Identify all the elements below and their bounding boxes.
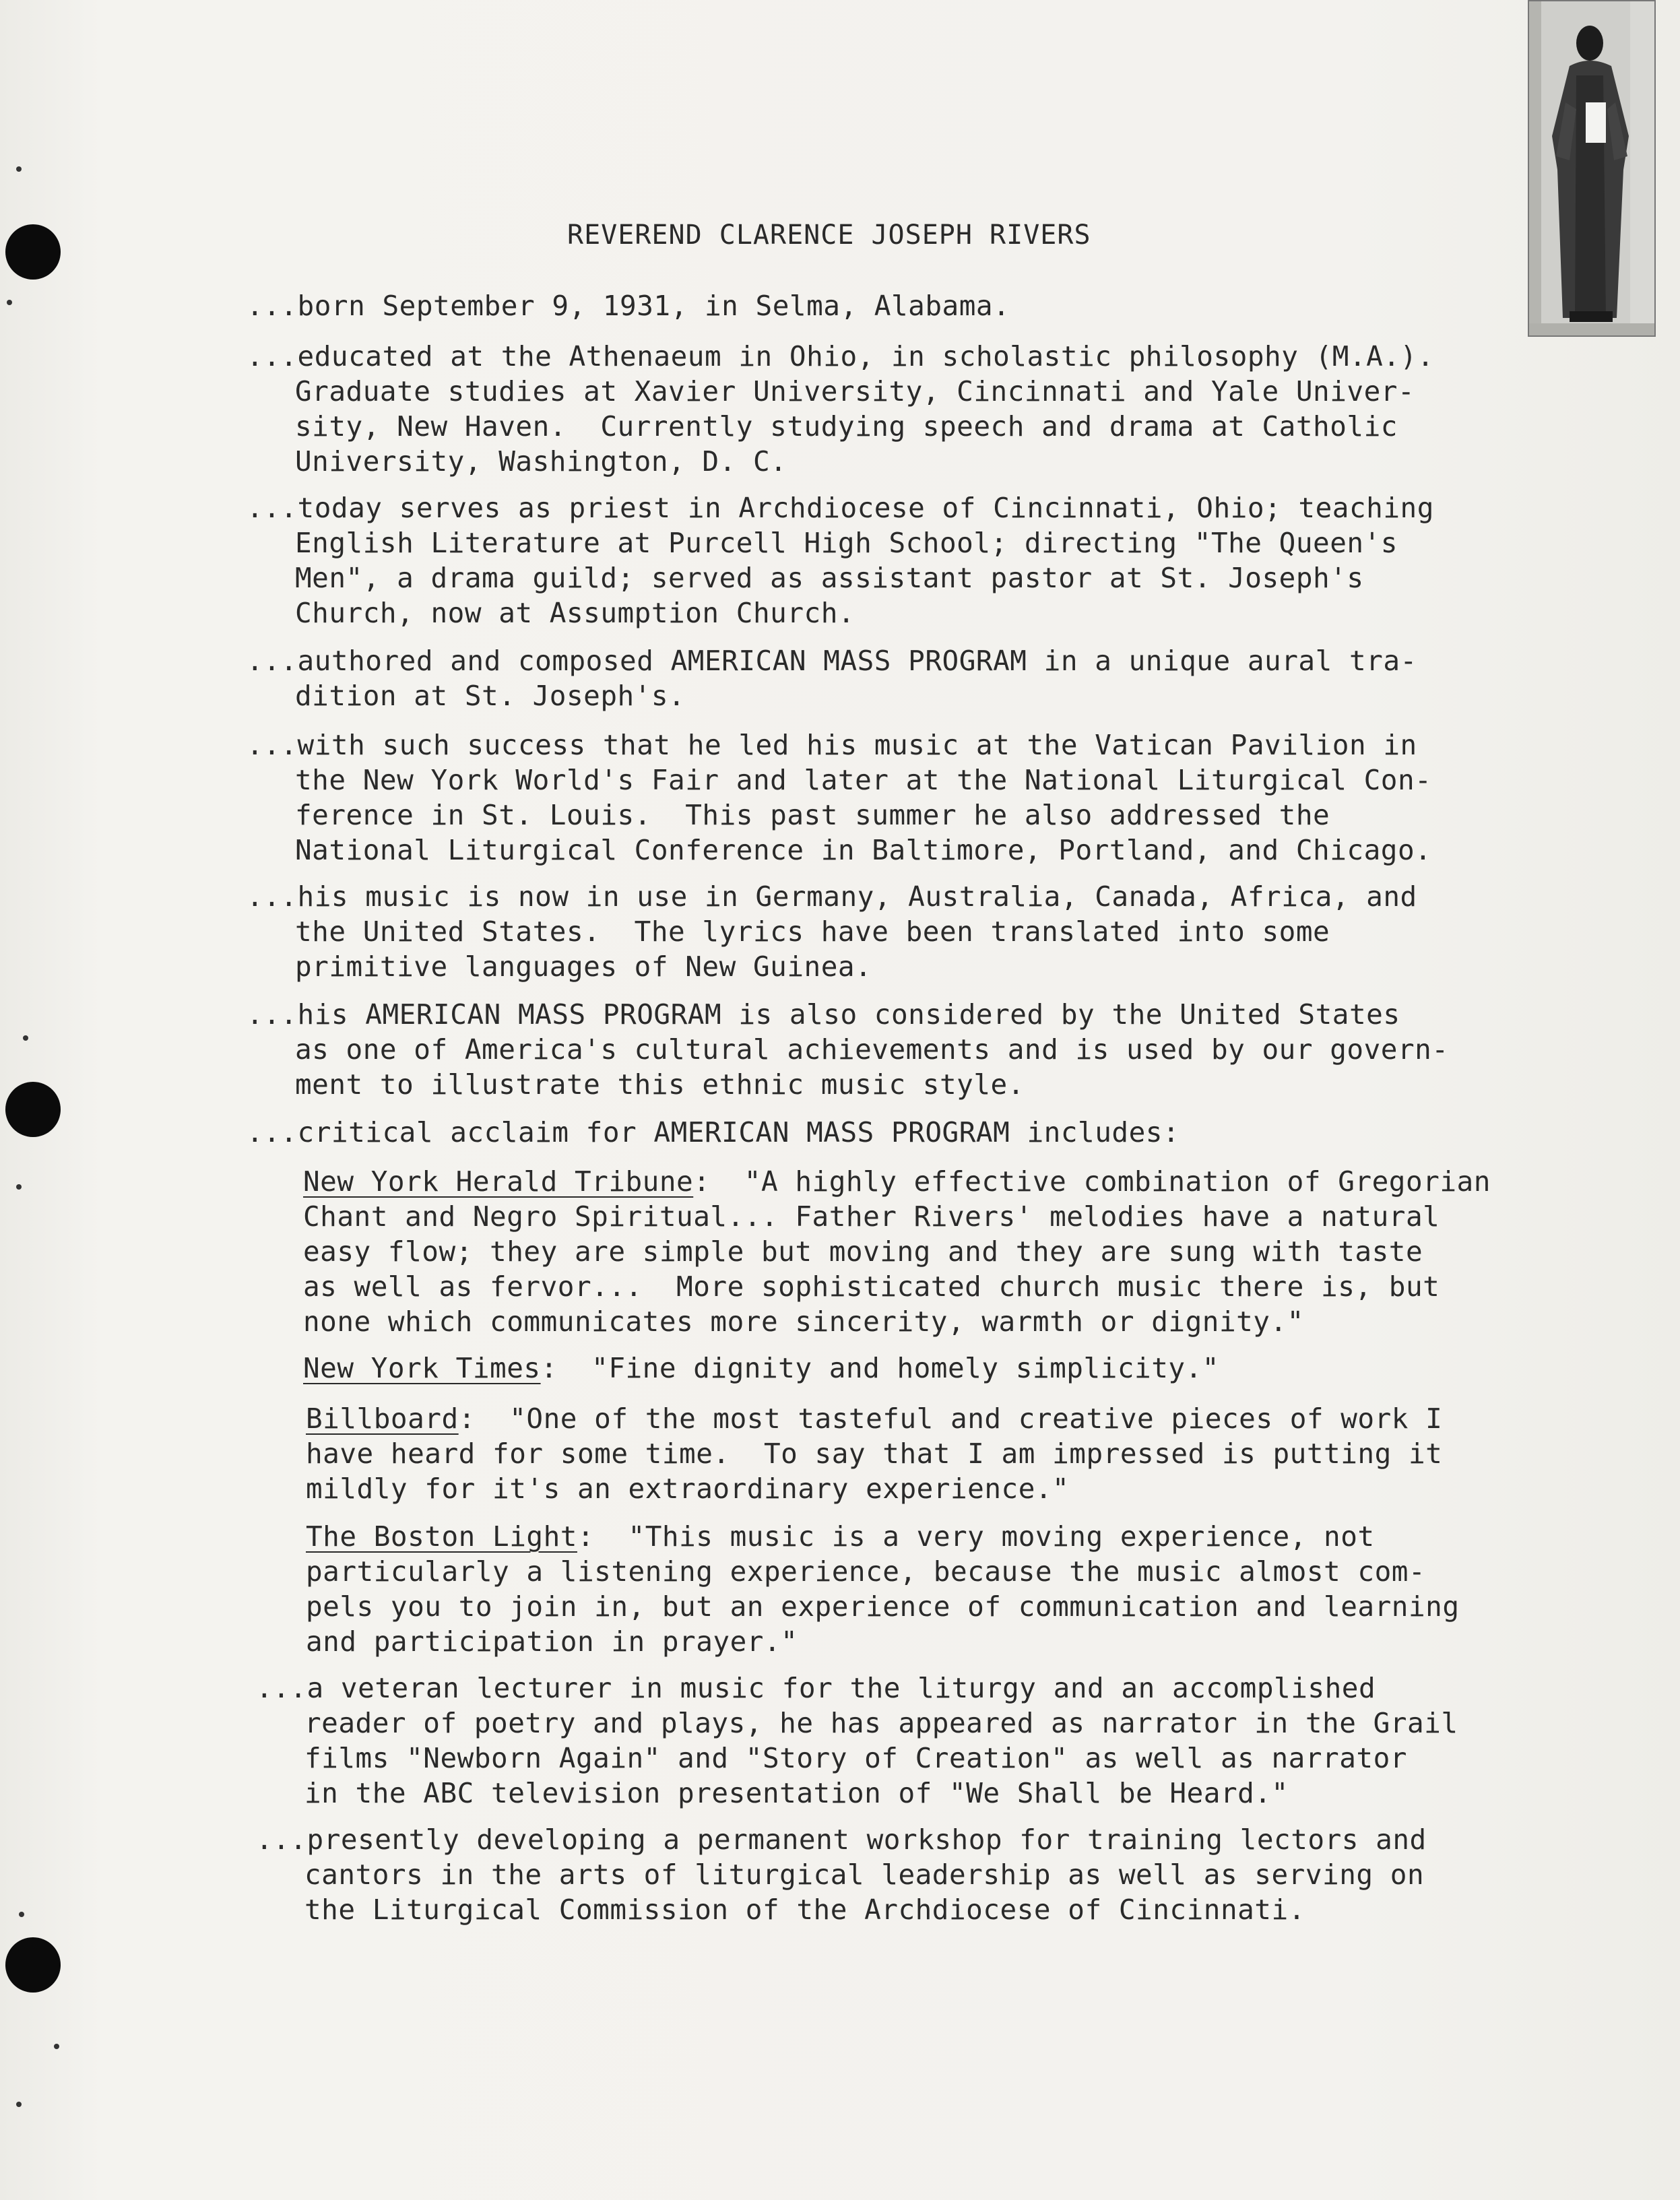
bio-item-line: the Liturgical Commission of the Archdiocese of Cincinnati. <box>304 1894 1305 1926</box>
bio-item-line: Graduate studies at Xavier University, Cincinnati and Yale Univer- <box>295 375 1415 408</box>
bio-item-line: ...critical acclaim for AMERICAN MASS PROGRAM includes: <box>247 1116 1180 1148</box>
bio-item-line: ference in St. Louis. This past summer he also addressed the <box>295 799 1330 831</box>
acclaim-quote-line <box>306 1401 1442 1436</box>
quote-text: : "This music is a very moving experience, not <box>577 1520 1375 1553</box>
quote-text: : "A highly effective combination of Gregorian <box>693 1165 1491 1198</box>
bio-item-line: University, Washington, D. C. <box>295 445 787 478</box>
bio-item-line: Church, now at Assumption Church. <box>295 597 855 629</box>
bio-item-line: ...a veteran lecturer in music for the liturgy and an accomplished <box>256 1672 1376 1704</box>
acclaim-quote-line: easy flow; they are simple but moving and they are sung with taste <box>303 1235 1423 1268</box>
acclaim-quote-line: mildly for it's an extraordinary experience." <box>306 1473 1070 1505</box>
bio-item-line: English Literature at Purcell High School; directing "The Queen's <box>295 527 1398 559</box>
bio-item-line: ment to illustrate this ethnic music style. <box>295 1068 1025 1101</box>
bio-item-line: ...with such success that he led his music at the Vatican Pavilion in <box>247 729 1417 761</box>
bio-item-line: Men", a drama guild; served as assistant pastor at St. Joseph's <box>295 562 1364 594</box>
bio-item-line: reader of poetry and plays, he has appeared as narrator in the Grail <box>304 1707 1458 1739</box>
bio-item-line: ...presently developing a permanent workshop for training lectors and <box>256 1823 1427 1856</box>
bio-item-line: ...born September 9, 1931, in Selma, Alabama. <box>247 290 1010 322</box>
bio-item-line: ...his music is now in use in Germany, Australia, Canada, Africa, and <box>247 880 1417 913</box>
publication-name: Billboard <box>306 1402 459 1435</box>
acclaim-quote-line: Chant and Negro Spiritual... Father Rivers' melodies have a natural <box>303 1200 1440 1233</box>
publication-name: The Boston Light <box>306 1520 577 1553</box>
bio-item-line: ...educated at the Athenaeum in Ohio, in scholastic philosophy (M.A.). <box>247 340 1434 373</box>
acclaim-quote-line: particularly a listening experience, because the music almost com- <box>306 1555 1426 1588</box>
bio-item-line: the New York World's Fair and later at the National Liturgical Con- <box>295 764 1432 796</box>
bio-item-line: ...his AMERICAN MASS PROGRAM is also considered by the United States <box>247 998 1400 1031</box>
bio-item-line: ...authored and composed AMERICAN MASS PROGRAM in a unique aural tra- <box>247 645 1417 677</box>
page-title: REVEREND CLARENCE JOSEPH RIVERS <box>567 220 1091 251</box>
bio-item-line: primitive languages of New Guinea. <box>295 950 872 983</box>
quote-text: : "Fine dignity and homely simplicity." <box>540 1352 1219 1384</box>
publication-name: New York Herald Tribune <box>303 1165 694 1198</box>
bio-item-line: dition at St. Joseph's. <box>295 680 686 712</box>
bio-item-line: films "Newborn Again" and "Story of Creation" as well as narrator <box>304 1742 1407 1774</box>
bio-item-line: ...today serves as priest in Archdiocese of Cincinnati, Ohio; teaching <box>247 492 1434 524</box>
acclaim-quote-line: pels you to join in, but an experience of communication and learning <box>306 1590 1460 1623</box>
acclaim-quote-line: as well as fervor... More sophisticated church music there is, but <box>303 1270 1440 1303</box>
bio-item-line: in the ABC television presentation of "We Shall be Heard." <box>304 1777 1289 1809</box>
bio-item-line: cantors in the arts of liturgical leadership as well as serving on <box>304 1858 1425 1891</box>
acclaim-quote-line: none which communicates more sincerity, warmth or dignity." <box>303 1305 1304 1338</box>
acclaim-quote-line <box>306 1519 1375 1554</box>
bio-item-line: the United States. The lyrics have been translated into some <box>295 915 1330 948</box>
publication-name: New York Times <box>303 1352 541 1384</box>
acclaim-quote-line <box>303 1164 1491 1199</box>
acclaim-quote-line: and participation in prayer." <box>306 1625 798 1658</box>
acclaim-quote-line: have heard for some time. To say that I am impressed is putting it <box>306 1437 1443 1470</box>
bio-item-line: sity, New Haven. Currently studying speech and drama at Catholic <box>295 410 1398 443</box>
bio-item-line: National Liturgical Conference in Baltimore, Portland, and Chicago. <box>295 834 1432 866</box>
acclaim-quote-line <box>303 1351 1219 1386</box>
quote-text: : "One of the most tasteful and creative pieces of work I <box>458 1402 1443 1435</box>
bio-item-line: as one of America's cultural achievements and is used by our govern- <box>295 1033 1449 1066</box>
